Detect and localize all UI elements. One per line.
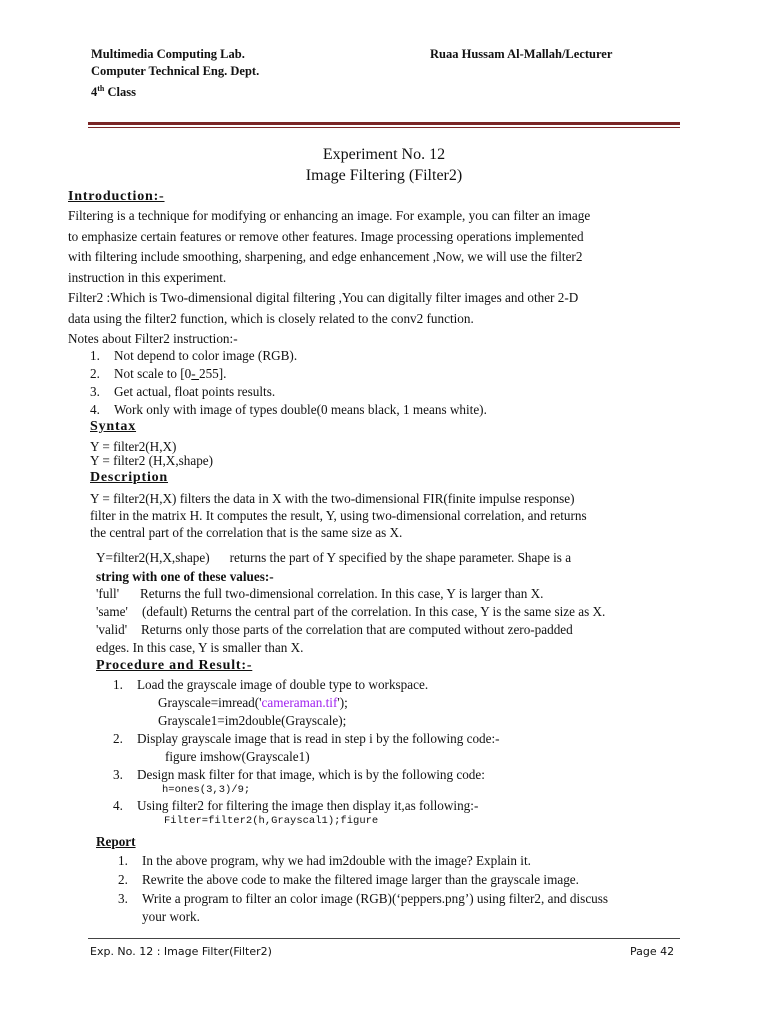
procedure-code-ones: h=ones(3,3)/9; [162, 784, 251, 796]
intro-paragraph-2: Filter2 :Which is Two-dimensional digital filtering ,You can digitally filter images and other 2-D data using the filter2 function, which is closely related to the conv2 function. [68, 290, 579, 326]
procedure-step-1: 1. Load the grayscale image of double type to workspace. [113, 677, 429, 692]
footer-left: Exp. No. 12 : Image Filter(Filter2) [90, 945, 272, 958]
experiment-subtitle: Image Filtering (Filter2) [305, 167, 463, 184]
footer-rule [88, 938, 680, 939]
procedure-code-filter2: Filter=filter2(h,Grayscal1);figure [164, 815, 379, 827]
footer-page-number: Page 42 [630, 945, 675, 958]
report-item-cont: your work. [142, 909, 200, 924]
note-item: 2. Not scale to [0- 255]. [90, 366, 227, 381]
note-item: 4. Work only with image of types double(0 means black, 1 means white). [90, 402, 487, 417]
values-title: string with one of these values:- [96, 569, 274, 584]
notes-title: Notes about Filter2 instruction:- [68, 331, 238, 346]
description-paragraph: Y = filter2(H,X) filters the data in X with the two-dimensional FIR(finite impulse response) filter in the matrix H. It computes the result, Y, using two-dimensional correlation, and returns the central part of the correlation that is the same size as X. [90, 491, 587, 540]
report-item: 3. Write a program to filter an color image (RGB)(‘peppers.png’) using filter2, and discuss [118, 891, 609, 906]
header-lab: Multimedia Computing Lab. [91, 47, 245, 61]
note-item: 3. Get actual, float points results. [90, 384, 276, 399]
note-item: 1. Not depend to color image (RGB). [90, 348, 298, 363]
report-item: 1. In the above program, why we had im2double with the image? Explain it. [118, 853, 531, 868]
procedure-step-3: 3. Design mask filter for that image, which is by the following code: [113, 767, 485, 782]
syntax-heading: Syntax [90, 419, 137, 434]
procedure-heading: Procedure and Result:- [96, 658, 253, 673]
procedure-step-4: 4. Using filter2 for filtering the image then display it,as following:- [113, 798, 479, 813]
header-rule-thin [88, 127, 680, 128]
value-item-valid-cont: edges. In this case, Y is smaller than X. [96, 640, 304, 655]
description-heading: Description [90, 470, 169, 485]
procedure-step-2: 2. Display grayscale image that is read in step i by the following code:- [113, 731, 500, 746]
header-author: Ruaa Hussam Al-Mallah/Lecturer [430, 47, 613, 61]
report-heading: Report [96, 834, 136, 849]
shape-line: Y=filter2(H,X,shape) returns the part of Y specified by the shape parameter. Shape is a [96, 550, 572, 565]
header-dept: Computer Technical Eng. Dept. [91, 64, 260, 78]
value-item-valid: 'valid' Returns only those parts of the correlation that are computed without zero-padded [96, 622, 573, 637]
syntax-line-1: Y = filter2(H,X) [90, 439, 177, 454]
value-item-same: 'same' (default) Returns the central part of the correlation. In this case, Y is the same size as X. [96, 604, 606, 619]
value-item-full: 'full' Returns the full two-dimensional correlation. In this case, Y is larger than X. [96, 586, 544, 601]
header-class: 4th Class [91, 84, 136, 100]
header-rule-thick [88, 122, 680, 125]
report-item: 2. Rewrite the above code to make the filtered image larger than the grayscale image. [118, 872, 579, 887]
experiment-title: Experiment No. 12 [322, 146, 446, 163]
procedure-code-imread: Grayscale=imread('cameraman.tif'); [158, 695, 348, 710]
procedure-code-imshow: figure imshow(Grayscale1) [165, 749, 310, 764]
syntax-line-2: Y = filter2 (H,X,shape) [90, 453, 214, 468]
introduction-heading: Introduction:- [68, 189, 165, 204]
procedure-code-im2double: Grayscale1=im2double(Grayscale); [158, 713, 347, 728]
intro-paragraph-1: Filtering is a technique for modifying or enhancing an image. For example, you can filter an image to emphasize certain features or remove other features. Image processing operations implemented with filtering include smoothing, sharpening, and edge enhancement ,Now, we will use the filter2 instruction in this experiment. [68, 208, 591, 285]
